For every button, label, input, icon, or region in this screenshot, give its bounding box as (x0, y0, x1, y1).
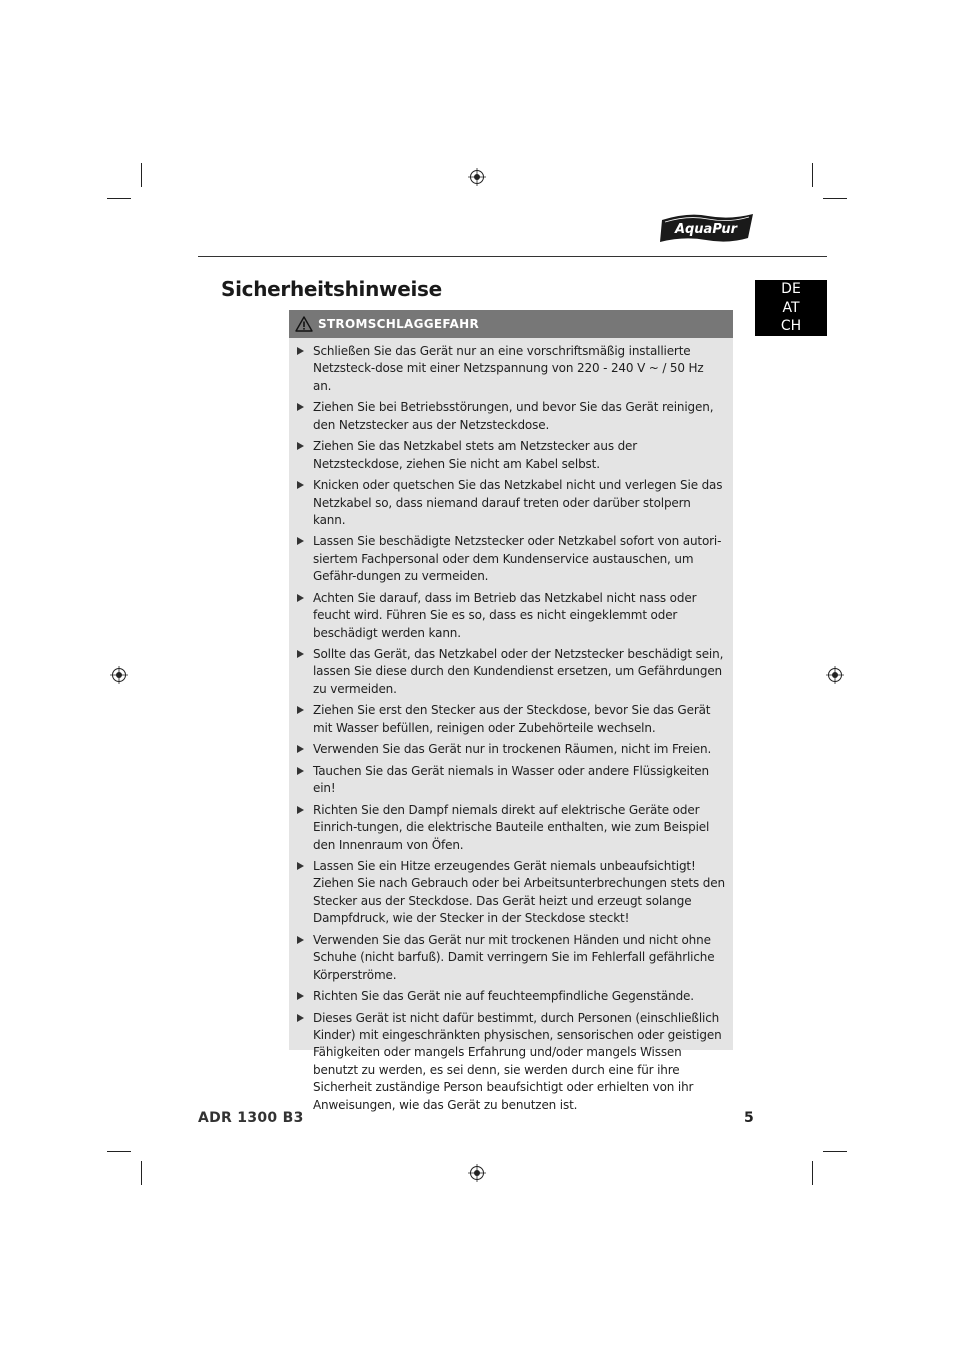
crop-mark (107, 1151, 131, 1152)
bullet-arrow-icon (297, 806, 304, 814)
list-item: Sollte das Gerät, das Netzkabel oder der Netzstecker beschädigt sein, lassen Sie diese durch den Kundendienst ersetzen, um Gefährdungen zu vermeiden. (297, 646, 725, 698)
list-item: Achten Sie darauf, dass im Betrieb das Netzkabel nicht nass oder feucht wird. Führen Sie es so, dass es nicht eingeklemmt oder beschädigt werden kann. (297, 590, 725, 642)
bullet-arrow-icon (297, 481, 304, 489)
language-code: DE (781, 281, 801, 297)
bullet-arrow-icon (297, 1014, 304, 1022)
bullet-arrow-icon (297, 992, 304, 1000)
bullet-arrow-icon (297, 442, 304, 450)
crop-mark (141, 1161, 142, 1185)
list-item: Lassen Sie ein Hitze erzeugendes Gerät niemals unbeaufsichtigt! Ziehen Sie nach Gebrauch oder bei Arbeitsunterbrechungen stets den Stecker aus der Steckdose. Das Gerät heizt und erzeugt solange Dampfdruck, wie der Stecker in der Steckdose steckt! (297, 858, 725, 928)
crop-mark (141, 163, 142, 187)
crop-mark (107, 198, 131, 199)
language-code: CH (780, 318, 802, 334)
bullet-arrow-icon (297, 347, 304, 355)
bullet-arrow-icon (297, 767, 304, 775)
warning-list (289, 338, 733, 1114)
list-item: Ziehen Sie das Netzkabel stets am Netzstecker aus der Netzsteckdose, ziehen Sie nicht am Kabel selbst. (297, 438, 725, 473)
warning-header (289, 310, 733, 338)
warning-title: STROMSCHLAGGEFAHR (318, 317, 480, 331)
bullet-arrow-icon (297, 862, 304, 870)
warning-box (289, 310, 733, 1112)
list-item: Dieses Gerät ist nicht dafür bestimmt, durch Personen (einschließlich Kinder) mit eingeschränkten physischen, sensorischen oder geistigen Fähigkeiten oder mangels Erfahrung und/oder mangels Wissen benutzt zu werden, es sei denn, sie werden durch eine für ihre Sicherheit zuständige Person beaufsichtigt oder erhielten von ihr Anweisungen, wie das Gerät zu benutzen ist. (297, 1010, 725, 1114)
logo-text: AquaPur (674, 222, 738, 237)
list-item: Richten Sie den Dampf niemals direkt auf elektrische Geräte oder Einrich-tungen, die elektrische Bauteile enthalten, wie zum Beispiel den Innenraum von Öfen. (297, 802, 725, 854)
crop-mark (823, 198, 847, 199)
footer-model: ADR 1300 B3 (198, 1110, 304, 1126)
list-item: Verwenden Sie das Gerät nur in trockenen Räumen, nicht im Freien. (297, 741, 725, 758)
aquapur-logo (658, 210, 756, 246)
page-number: 5 (744, 1110, 754, 1126)
crop-mark (812, 1161, 813, 1185)
crop-mark (812, 163, 813, 187)
list-item: Knicken oder quetschen Sie das Netzkabel nicht und verlegen Sie das Netzkabel so, dass niemand darauf treten oder darüber stolpern kann. (297, 477, 725, 529)
list-item: Lassen Sie beschädigte Netzstecker oder Netzkabel sofort von autori-siertem Fachpersonal oder dem Kundenservice austauschen, um Gefähr-dungen zu vermeiden. (297, 533, 725, 585)
list-item: Schließen Sie das Gerät nur an eine vorschriftsmäßig installierte Netzsteck-dose mit einer Netzspannung von 220 - 240 V ~ / 50 Hz an. (297, 343, 725, 395)
bullet-arrow-icon (297, 706, 304, 714)
language-tab (755, 280, 827, 336)
registration-mark-icon (468, 168, 486, 186)
list-item: Tauchen Sie das Gerät niemals in Wasser oder andere Flüssigkeiten ein! (297, 763, 725, 798)
language-code: AT (782, 299, 800, 316)
warning-triangle-icon (295, 316, 313, 332)
bullet-arrow-icon (297, 594, 304, 602)
crop-mark (823, 1151, 847, 1152)
list-item: Ziehen Sie erst den Stecker aus der Steckdose, bevor Sie das Gerät mit Wasser befüllen, reinigen oder Zubehörteile wechseln. (297, 702, 725, 737)
list-item: Ziehen Sie bei Betriebsstörungen, und bevor Sie das Gerät reinigen, den Netzstecker aus der Netzsteckdose. (297, 399, 725, 434)
registration-mark-icon (826, 666, 844, 684)
list-item: Richten Sie das Gerät nie auf feuchteempfindliche Gegenstände. (297, 988, 725, 1005)
header-rule (198, 256, 827, 257)
registration-mark-icon (110, 666, 128, 684)
bullet-arrow-icon (297, 936, 304, 944)
bullet-arrow-icon (297, 537, 304, 545)
bullet-arrow-icon (297, 403, 304, 411)
list-item: Verwenden Sie das Gerät nur mit trockenen Händen und nicht ohne Schuhe (nicht barfuß). Damit verringern Sie im Fehlerfall gefährliche Körperströme. (297, 932, 725, 984)
bullet-arrow-icon (297, 745, 304, 753)
page-title: Sicherheitshinweise (221, 277, 442, 301)
bullet-arrow-icon (297, 650, 304, 658)
registration-mark-icon (468, 1164, 486, 1182)
